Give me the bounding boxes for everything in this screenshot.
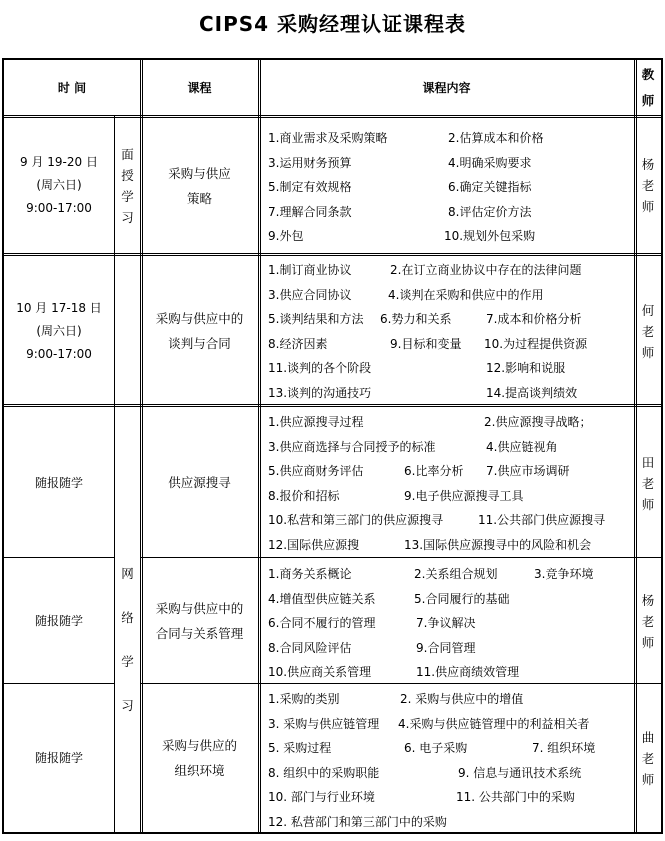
- content-item: 2.估算成本和价格: [448, 131, 544, 145]
- content-line: [268, 224, 634, 249]
- mode-char: 学: [121, 654, 134, 669]
- row5-teacher: [635, 684, 661, 832]
- content-line: [268, 636, 634, 661]
- row2-hours: 9:00-17:00: [26, 346, 92, 361]
- content-item: 4.采购与供应链管理中的利益相关者: [398, 716, 590, 731]
- row4-teacher: [635, 558, 661, 684]
- row2-date: 10 月 17-18 日: [16, 300, 102, 315]
- content-line: [268, 175, 634, 200]
- content-line: [268, 151, 634, 176]
- content-item: 13.谈判的沟通技巧: [268, 385, 372, 400]
- content-item: 8.评估定价方法: [448, 204, 532, 219]
- content-line: [268, 712, 634, 737]
- mode-char: 络: [121, 610, 134, 625]
- content-item: 9. 信息与通讯技术系统: [458, 765, 582, 780]
- content-item: 13.国际供应源搜寻中的风险和机会: [404, 537, 592, 552]
- content-item: 8.经济因素: [268, 336, 328, 351]
- content-item: 3.供应合同协议: [268, 287, 352, 302]
- row2-content: [268, 258, 634, 405]
- content-line: [268, 508, 634, 533]
- content-item: 4.供应链视角: [486, 439, 558, 454]
- content-item: 4.明确采购要求: [448, 155, 532, 170]
- mode-char: 网: [121, 566, 134, 581]
- course-line: 组织环境: [174, 763, 225, 778]
- content-item: 6.势力和关系: [380, 312, 452, 326]
- content-item: 1.采购的类别: [268, 692, 340, 706]
- content-item: 3.供应商选择与合同授予的标准: [268, 439, 436, 454]
- row5-content: [268, 687, 634, 834]
- course-line: 谈判与合同: [168, 336, 231, 351]
- mode-char: 学: [121, 188, 134, 204]
- content-item: 11.公共部门供应源搜寻: [478, 513, 606, 527]
- content-item: 10.为过程提供资源: [484, 336, 588, 351]
- row1-time: [4, 117, 114, 254]
- teacher-char: 老: [641, 613, 655, 629]
- row2-weekday: (周六日): [36, 323, 82, 338]
- content-line: [268, 381, 634, 406]
- page-title: CIPS4 采购经理认证课程表: [198, 12, 467, 36]
- content-line: [268, 283, 634, 308]
- teacher-char: 师: [641, 771, 655, 787]
- content-item: 4.增值型供应链关系: [268, 591, 376, 606]
- mode-char: 习: [121, 698, 134, 713]
- header-time: 时 间: [57, 81, 87, 95]
- content-item: 1.供应源搜寻过程: [268, 415, 364, 429]
- content-line: [268, 736, 634, 761]
- content-item: 7.成本和价格分析: [486, 312, 582, 326]
- content-item: 12. 私营部门和第三部门中的采购: [268, 814, 447, 829]
- row4-content: [268, 562, 634, 685]
- content-item: 6.确定关键指标: [448, 180, 532, 194]
- content-item: 10.规划外包采购: [444, 229, 536, 243]
- row3-teacher: [635, 408, 661, 558]
- row3-time: 随报随学: [34, 476, 83, 490]
- teacher-char: 老: [641, 323, 655, 339]
- content-item: 5.供应商财务评估: [268, 464, 364, 478]
- content-item: 9.目标和变量: [390, 336, 462, 351]
- teacher-char: 曲: [641, 729, 655, 745]
- content-line: [268, 435, 634, 460]
- course-line: 采购与供应中的: [155, 311, 244, 326]
- content-item: 12.国际供应源搜: [268, 537, 360, 552]
- content-item: 3.运用财务预算: [268, 155, 352, 170]
- content-line: [268, 761, 634, 786]
- teacher-char: 师: [641, 634, 655, 650]
- course-line: 采购与供应中的: [155, 601, 244, 616]
- content-line: [268, 459, 634, 484]
- content-item: 4.谈判在采购和供应中的作用: [388, 287, 544, 302]
- content-line: [268, 660, 634, 685]
- content-item: 7. 组织环境: [532, 741, 596, 755]
- content-item: 10. 部门与行业环境: [268, 790, 375, 804]
- content-item: 7.供应市场调研: [486, 464, 570, 478]
- schedule-table: [2, 58, 663, 834]
- content-line: [268, 332, 634, 357]
- row3-content: [268, 410, 634, 557]
- header-course: 课程: [187, 81, 212, 95]
- content-line: [268, 356, 634, 381]
- content-line: [268, 533, 634, 558]
- content-item: 1.制订商业协议: [268, 263, 352, 277]
- row1-date: 9 月 19-20 日: [20, 155, 98, 169]
- content-item: 7.争议解决: [416, 616, 476, 630]
- teacher-char: 师: [641, 344, 655, 360]
- content-item: 9.合同管理: [416, 640, 476, 655]
- content-item: 2.关系组合规划: [414, 567, 498, 581]
- content-item: 9.外包: [268, 229, 304, 243]
- content-line: [268, 126, 634, 151]
- header-teacher: [635, 60, 661, 116]
- teacher-char: 杨: [641, 592, 655, 608]
- content-item: 7.理解合同条款: [268, 204, 352, 219]
- content-item: 6. 电子采购: [404, 741, 468, 755]
- content-item: 2.供应源搜寻战略；: [484, 415, 592, 429]
- content-item: 10.供应商关系管理: [268, 665, 372, 679]
- course-line: 合同与关系管理: [155, 626, 244, 641]
- content-line: [268, 785, 634, 810]
- content-item: 8. 组织中的采购职能: [268, 765, 380, 780]
- content-item: 1.商务关系概论: [268, 567, 352, 581]
- row1-weekday: (周六日): [36, 178, 82, 192]
- content-item: 2. 采购与供应中的增值: [400, 692, 524, 706]
- row2-teacher: [635, 257, 661, 405]
- content-item: 14.提高谈判绩效: [486, 385, 578, 400]
- row4-time: 随报随学: [34, 614, 83, 628]
- content-item: 6.合同不履行的管理: [268, 616, 376, 630]
- row2-course: [141, 257, 258, 405]
- content-line: [268, 484, 634, 509]
- content-item: 9.电子供应源搜寻工具: [404, 488, 524, 503]
- teacher-char: 师: [641, 199, 655, 214]
- content-item: 3. 采购与供应链管理: [268, 716, 380, 731]
- content-item: 5.谈判结果和方法: [268, 312, 364, 326]
- content-item: 11.谈判的各个阶段: [268, 361, 372, 375]
- teacher-char: 老: [641, 750, 655, 766]
- row1-content: [268, 126, 634, 249]
- row1-teacher: [635, 117, 661, 254]
- row3-course: 供应源搜寻: [168, 475, 231, 490]
- header-teacher-char: 教: [641, 67, 655, 82]
- teacher-char: 老: [641, 475, 655, 491]
- content-line: [268, 810, 634, 835]
- network-mode: [115, 480, 140, 800]
- content-item: 1.商业需求及采购策略: [268, 131, 388, 145]
- content-item: 12.影响和说服: [486, 361, 566, 375]
- content-line: [268, 258, 634, 283]
- course-line: 策略: [186, 190, 212, 206]
- row4-course: [141, 558, 258, 684]
- teacher-char: 师: [641, 496, 655, 512]
- content-line: [268, 307, 634, 332]
- content-line: [268, 687, 634, 712]
- content-item: 6.比率分析: [404, 464, 464, 478]
- content-item: 10.私营和第三部门的供应源搜寻: [268, 513, 444, 527]
- mode-char: 面: [121, 146, 134, 162]
- teacher-char: 老: [641, 178, 655, 193]
- mode-char: 习: [121, 209, 134, 225]
- content-item: 11. 公共部门中的采购: [456, 790, 575, 804]
- row1-hours: 9:00-17:00: [26, 201, 92, 215]
- row1-course: [141, 117, 258, 254]
- divider: [258, 60, 261, 832]
- header-content: 课程内容: [422, 81, 471, 95]
- course-line: 采购与供应: [168, 165, 231, 181]
- content-line: [268, 611, 634, 636]
- row2-time: [4, 257, 114, 405]
- content-item: 3.竞争环境: [534, 567, 594, 581]
- content-line: [268, 562, 634, 587]
- row5-course: [141, 684, 258, 832]
- content-item: 2.在订立商业协议中存在的法律问题: [390, 263, 582, 277]
- content-line: [268, 587, 634, 612]
- row1-mode: [115, 117, 140, 254]
- teacher-char: 杨: [641, 157, 655, 172]
- teacher-char: 田: [641, 454, 655, 470]
- content-item: 5. 采购过程: [268, 741, 332, 755]
- teacher-char: 何: [641, 302, 655, 318]
- header-teacher-char: 师: [641, 93, 655, 108]
- content-line: [268, 410, 634, 435]
- course-line: 采购与供应的: [161, 738, 237, 753]
- content-item: 5.合同履行的基础: [414, 591, 510, 606]
- content-line: [268, 200, 634, 225]
- content-item: 8.报价和招标: [268, 488, 340, 503]
- row5-time: 随报随学: [34, 751, 83, 765]
- content-item: 8.合同风险评估: [268, 640, 352, 655]
- content-item: 11.供应商绩效管理: [416, 665, 520, 679]
- mode-char: 授: [121, 167, 134, 183]
- content-item: 5.制定有效规格: [268, 180, 352, 194]
